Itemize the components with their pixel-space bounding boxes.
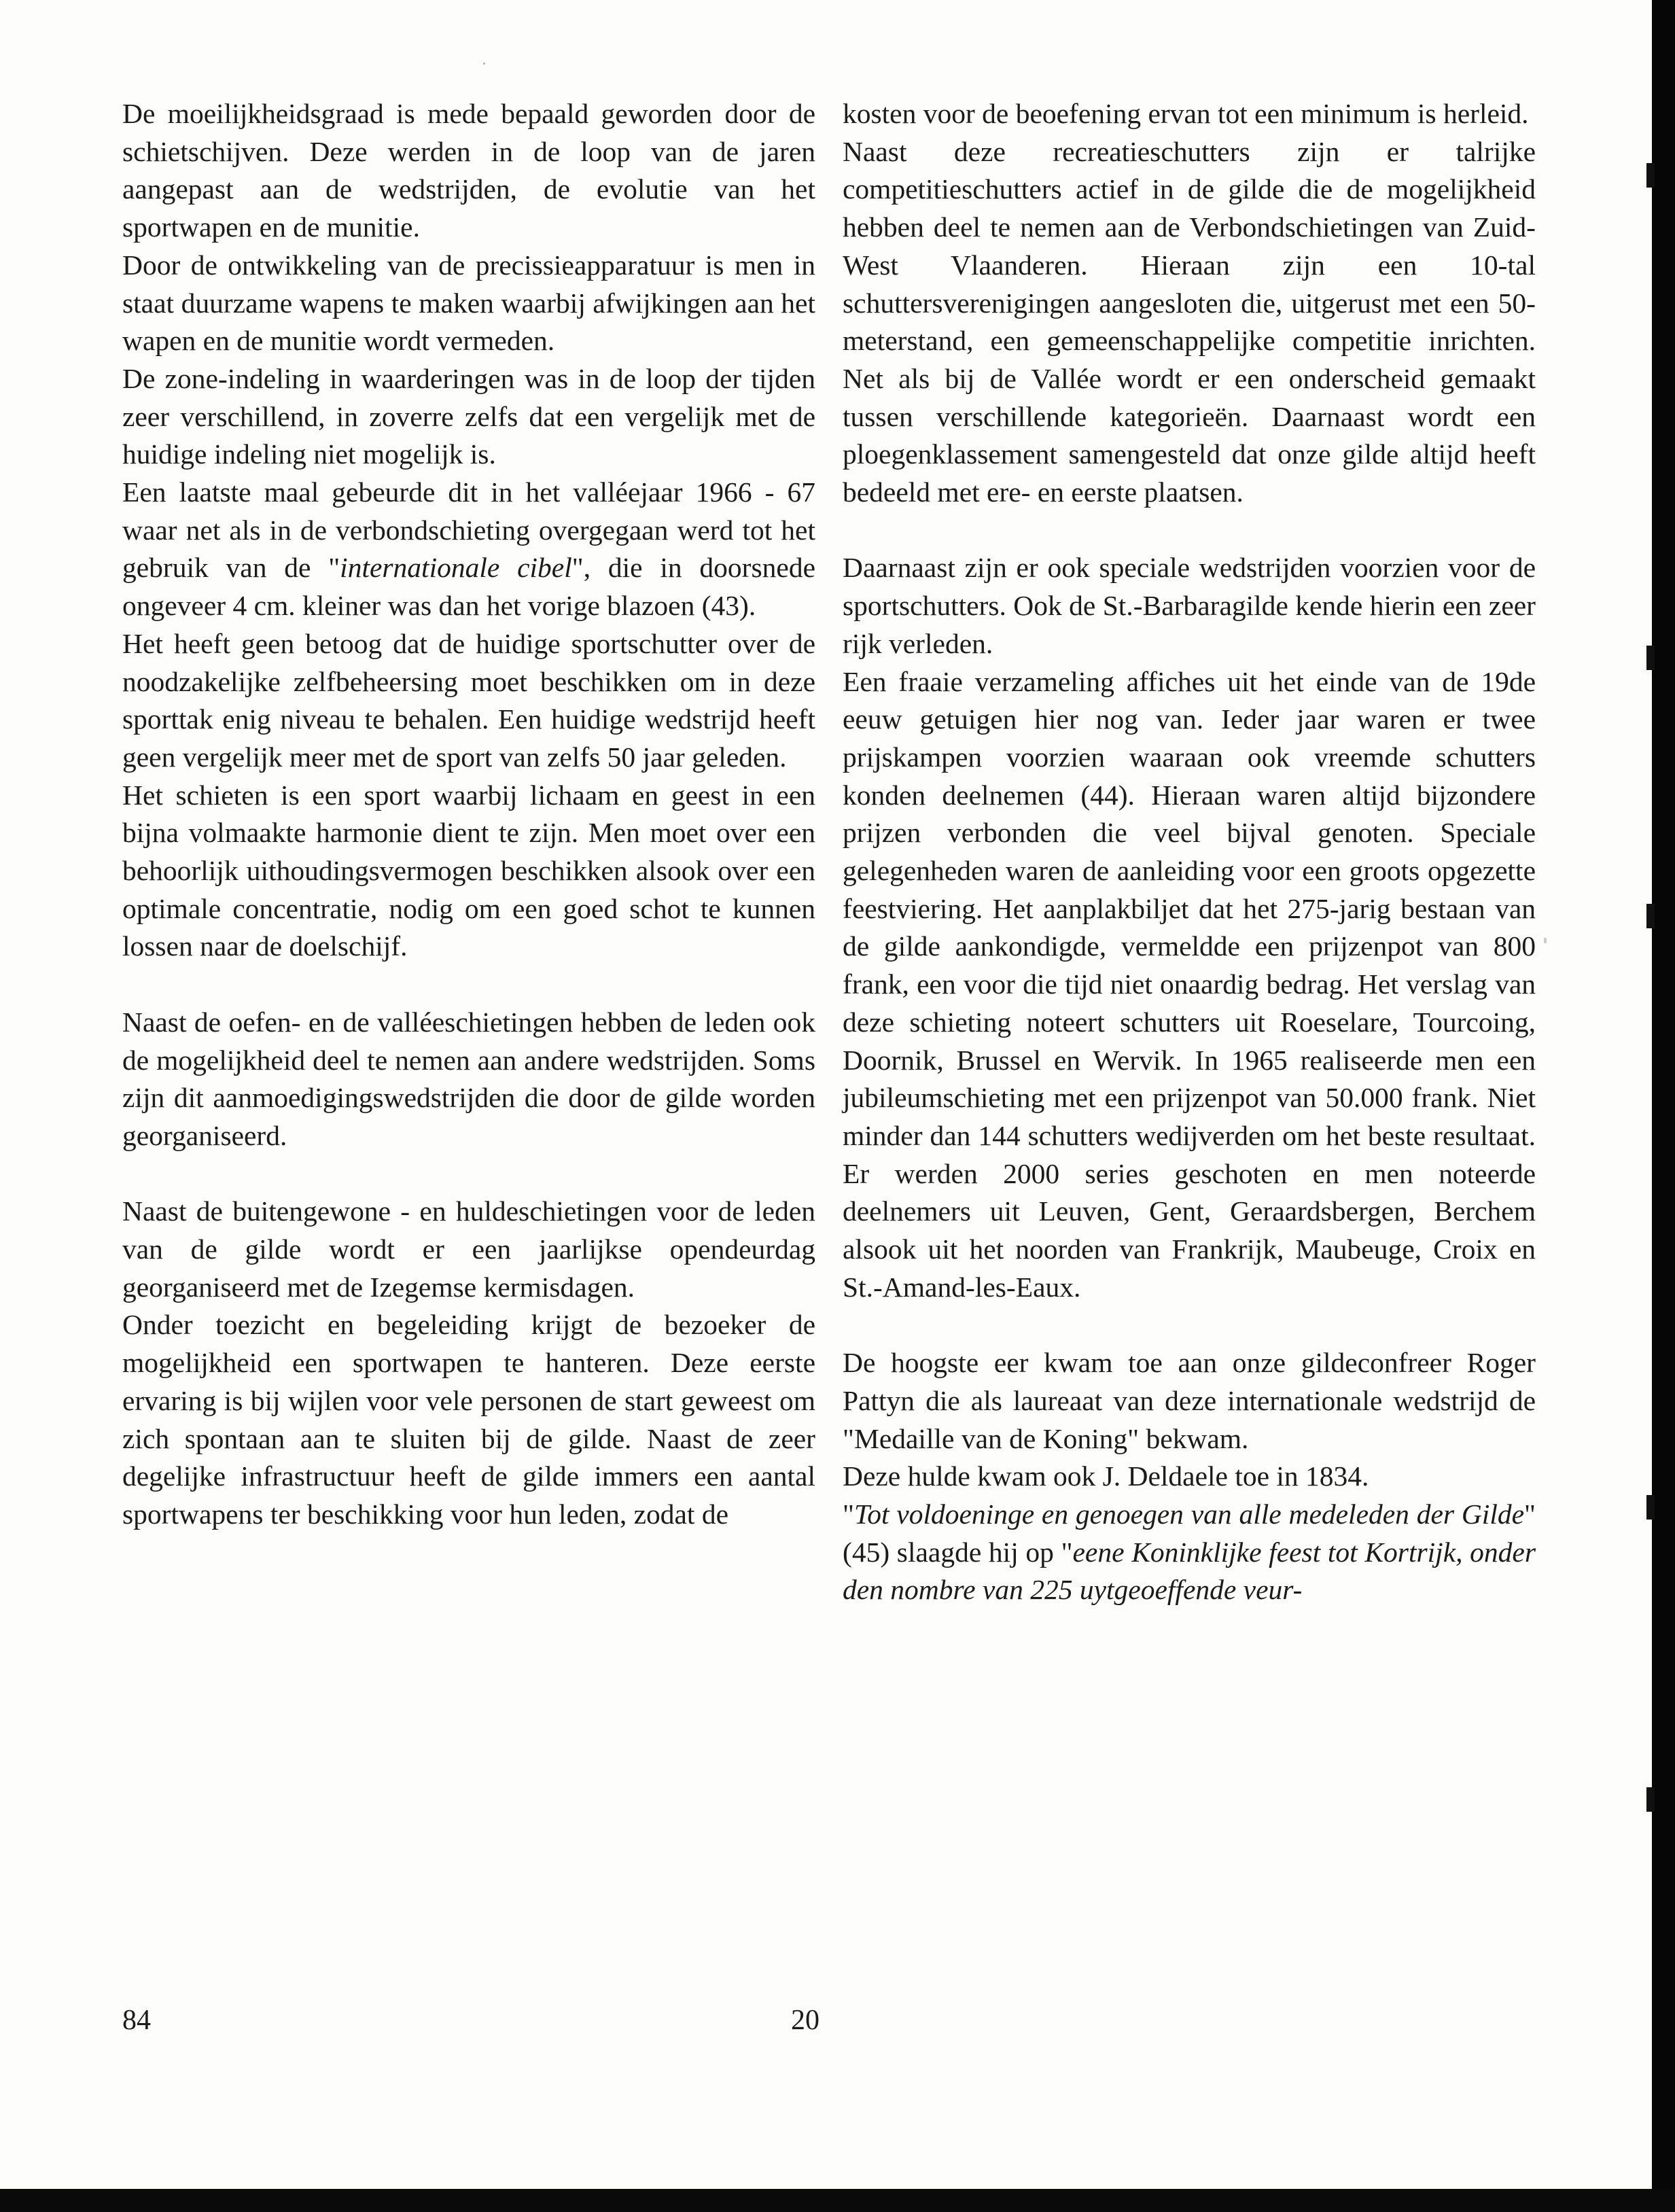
paragraph-text: Een laatste maal gebeurde dit in het valléejaar 1966 - 67 waar net als in de verbondschieting overgegaan werd tot het gebruik van de " [122,476,815,584]
scan-edge-right [1652,0,1675,2212]
paragraph: Een fraaie verzameling affiches uit het einde van de 19de eeuw getuigen hier nog van. Ieder jaar waren er twee prijskampen voorzien waaraan ook vreemde schutters konden deelnemen (44). Hieraan waren altijd bijzondere prijzen verbonden die veel bijval genoten. Speciale gelegenheden waren de aanleiding voor een groots opgezette feestviering. Het aanplakbiljet dat het 275-jarig bestaan van de gilde aankondigde, vermeldde een prijzenpot van 800 frank, een voor die tijd niet onaardig bedrag. Het verslag van deze schieting noteert schutters uit Roeselare, Tourcoing, Doornik, Brussel en Wervik. In 1965 realiseerde men een jubileumschieting met een prijzenpot van 50.000 frank. Niet minder dan 144 schutters wedijverden om het beste resultaat. Er werden 2000 series geschoten en men noteerde deelnemers uit Leuven, Gent, Geraardsbergen, Berchem alsook uit het noorden van Frankrijk, Maubeuge, Croix en St.-Amand-les-Eaux. [843,665,1536,1303]
paragraph [843,1496,1536,1609]
paragraph: Naast de buitengewone - en huldeschietingen voor de leden van de gilde wordt er een jaarlijkse opendeurdag georganiseerd met de Izegemse kermisdagen. [122,1195,815,1303]
paragraph: Daarnaast zijn er ook speciale wedstrijden voorzien voor de sportschutters. Ook de St.-Barbaragilde kende hierin een zeer rijk verleden. [843,552,1536,659]
scan-edge-mark [1646,1495,1655,1520]
paragraph: De hoogste eer kwam toe aan onze gildeconfreer Roger Pattyn die als laureaat van deze internationale wedstrijd de "Medaille van de Koning" bekwam. [843,1347,1536,1454]
left-column [122,95,815,1534]
paragraph: Het schieten is een sport waarbij lichaam en geest in een bijna volmaakte harmonie dient te zijn. Men moet over een behoorlijk uithoudingsvermogen beschikken alsook over een optimale concentratie, nodig om een goed schot te kunnen lossen naar de doelschijf. [122,779,815,962]
scan-edge-mark [1646,163,1655,188]
paragraph [122,474,815,625]
italic-term: internationale cibel [340,552,572,584]
paragraph: Deze hulde kwam ook J. Deldaele toe in 1834. [843,1460,1369,1492]
italic-quote: eene Koninklijke feest tot Kortrijk, onder den nombre van 225 uytgeoeffende veur- [843,1536,1536,1606]
scan-edge-bottom [0,2189,1675,2212]
scan-speck [1544,938,1547,943]
paragraph: Naast de oefen- en de valléeschietingen hebben de leden ook de mogelijkheid deel te nemen aan andere wedstrijden. Soms zijn dit aanmoedigingswedstrijden die door de gilde worden georganiseerd. [122,1006,815,1151]
paragraph-text: " (45) slaagde hij op " [843,1498,1536,1568]
paragraph-text: " [843,1498,854,1530]
scan-edge-mark [1646,646,1655,670]
paragraph-text: ", die in doorsnede ongeveer 4 cm. kleiner was dan het vorige blazoen (43). [122,552,815,622]
paragraph: Het heeft geen betoog dat de huidige sportschutter over de noodzakelijke zelfbeheersing moet beschikken om in deze sporttak enig niveau te behalen. Een huidige wedstrijd heeft geen vergelijk meer met de sport van zelfs 50 jaar geleden. [122,627,815,773]
scan-edge-mark [1646,904,1655,928]
page-number-left: 84 [122,2005,151,2036]
italic-quote: Tot voldoeninge en genoegen van alle medeleden der Gilde [853,1498,1525,1530]
paragraph: Door de ontwikkeling van de precissieapparatuur is men in staat duurzame wapens te maken waarbij afwijkingen aan het wapen en de munitie wordt vermeden. [122,249,815,357]
paragraph: De zone-indeling in waarderingen was in de loop der tijden zeer verschillend, in zoverre zelfs dat een vergelijk met de huidige indeling niet mogelijk is. [122,362,815,470]
paragraph: kosten voor de beoefening ervan tot een minimum is herleid. [843,98,1529,129]
paragraph: De moeilijkheidsgraad is mede bepaald geworden door de schietschijven. Deze werden in de loop van de jaren aangepast aan de wedstrijden, de evolutie van het sportwapen en de munitie. [122,98,815,243]
scan-speck [483,63,485,65]
paragraph: Naast deze recreatieschutters zijn er talrijke competitieschutters actief in de gilde die de mogelijkheid hebben deel te nemen aan de Verbondschietingen van Zuid-West Vlaanderen. Hieraan zijn een 10-tal schuttersverenigingen aangesloten die, uitgerust met een 50-meterstand, een gemeenschappelijke competitie inrichten. Net als bij de Vallée wordt er een onderscheid gemaakt tussen verschillende kategorieën. Daarnaast wordt een ploegenklassement samengesteld dat onze gilde altijd heeft bedeeld met ere- en eerste plaatsen. [843,135,1536,508]
paragraph: Onder toezicht en begeleiding krijgt de bezoeker de mogelijkheid een sportwapen te hanteren. Deze eerste ervaring is bij wijlen voor vele personen de start geweest om zich spontaan aan te sluiten bij de gilde. Naast de zeer degelijke infrastructuur heeft de gilde immers een aantal sportwapens ter beschikking voor hun leden, zodat de [122,1309,815,1530]
right-column [843,95,1536,1609]
scan-edge-mark [1646,1787,1655,1812]
page-number-center: 20 [791,2005,819,2036]
